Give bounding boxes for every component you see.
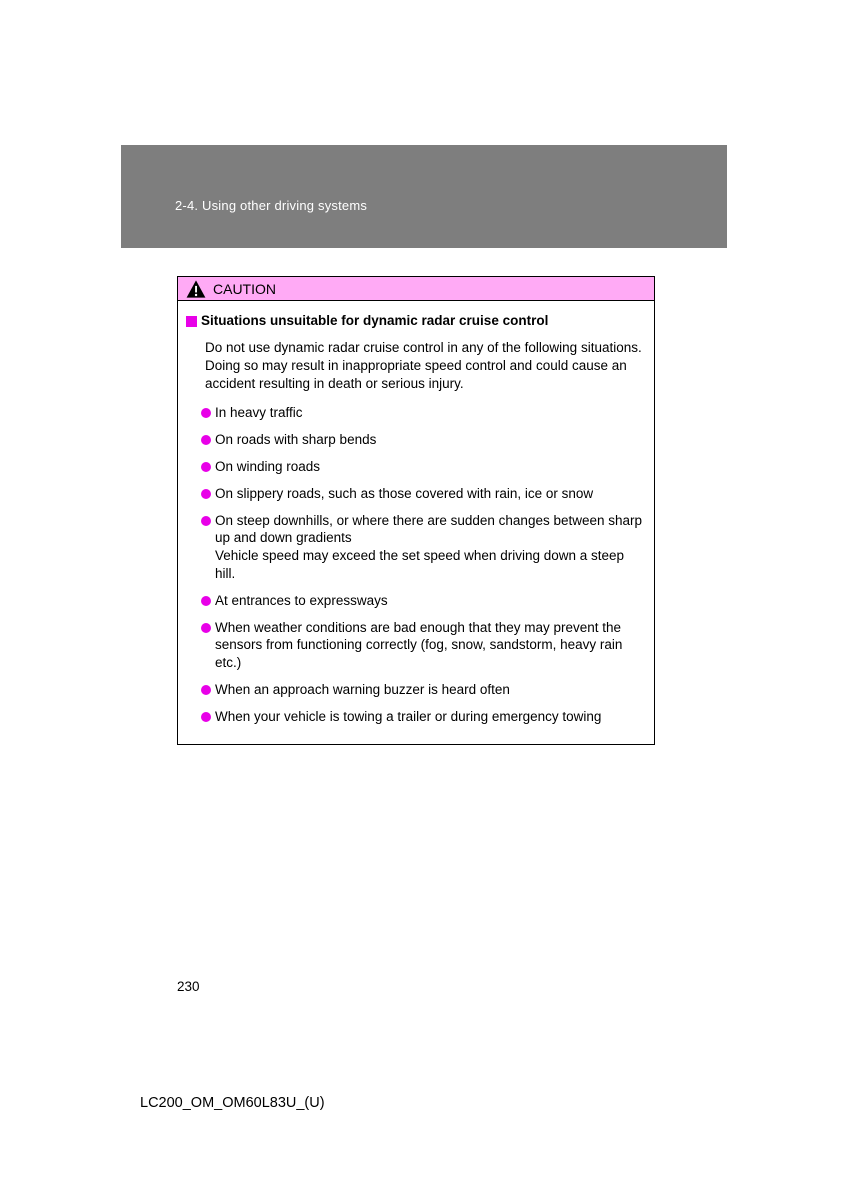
circle-bullet-icon: [201, 685, 211, 695]
circle-bullet-icon: [201, 712, 211, 722]
list-item: [201, 404, 644, 422]
list-item: [201, 708, 644, 726]
list-item: [201, 619, 644, 672]
square-bullet-icon: [186, 316, 197, 327]
caution-header: [178, 277, 654, 301]
section-header-band: [121, 145, 727, 248]
list-item-text: When weather conditions are bad enough that they may prevent the sensors from functioning correctly (fog, snow, sandstorm, heavy rain etc.): [215, 619, 623, 671]
list-item-text-with-subtext: [215, 512, 644, 583]
list-item: [201, 485, 644, 503]
circle-bullet-icon: [201, 623, 211, 633]
caution-list: [186, 404, 644, 725]
list-item-text: On steep downhills, or where there are sudden changes between sharp up and down gradients: [215, 512, 643, 546]
list-item: [201, 512, 644, 583]
list-item: [201, 592, 644, 610]
circle-bullet-icon: [201, 435, 211, 445]
list-item-subtext: Vehicle speed may exceed the set speed when driving down a steep hill.: [215, 548, 625, 581]
caution-label: CAUTION: [213, 280, 276, 297]
caution-body: [178, 301, 654, 744]
caution-section-heading: [186, 313, 644, 330]
list-item: [201, 458, 644, 476]
list-item-text: In heavy traffic: [215, 405, 303, 421]
list-item-text: On slippery roads, such as those covered with rain, ice or snow: [215, 485, 594, 501]
page-number: 230: [177, 979, 200, 994]
list-item-text: On winding roads: [215, 458, 321, 474]
warning-triangle-icon: [186, 280, 206, 298]
caution-box: [177, 276, 655, 745]
list-item-text: When an approach warning buzzer is heard often: [215, 682, 510, 698]
list-item-text: On roads with sharp bends: [215, 432, 377, 448]
caution-heading-text: Situations unsuitable for dynamic radar cruise control: [201, 313, 549, 328]
circle-bullet-icon: [201, 516, 211, 526]
section-title: 2-4. Using other driving systems: [175, 198, 368, 213]
circle-bullet-icon: [201, 408, 211, 418]
list-item: [201, 681, 644, 699]
list-item: [201, 431, 644, 449]
list-item-text: When your vehicle is towing a trailer or during emergency towing: [215, 708, 602, 724]
circle-bullet-icon: [201, 489, 211, 499]
circle-bullet-icon: [201, 462, 211, 472]
list-item-text: At entrances to expressways: [215, 592, 388, 608]
caution-intro-paragraph: Do not use dynamic radar cruise control in any of the following situations. Doing so may result in inappropriate speed control and could cause an accident resulting in death or serious injury.: [205, 339, 642, 391]
circle-bullet-icon: [201, 596, 211, 606]
document-code: LC200_OM_OM60L83U_(U): [140, 1095, 325, 1111]
